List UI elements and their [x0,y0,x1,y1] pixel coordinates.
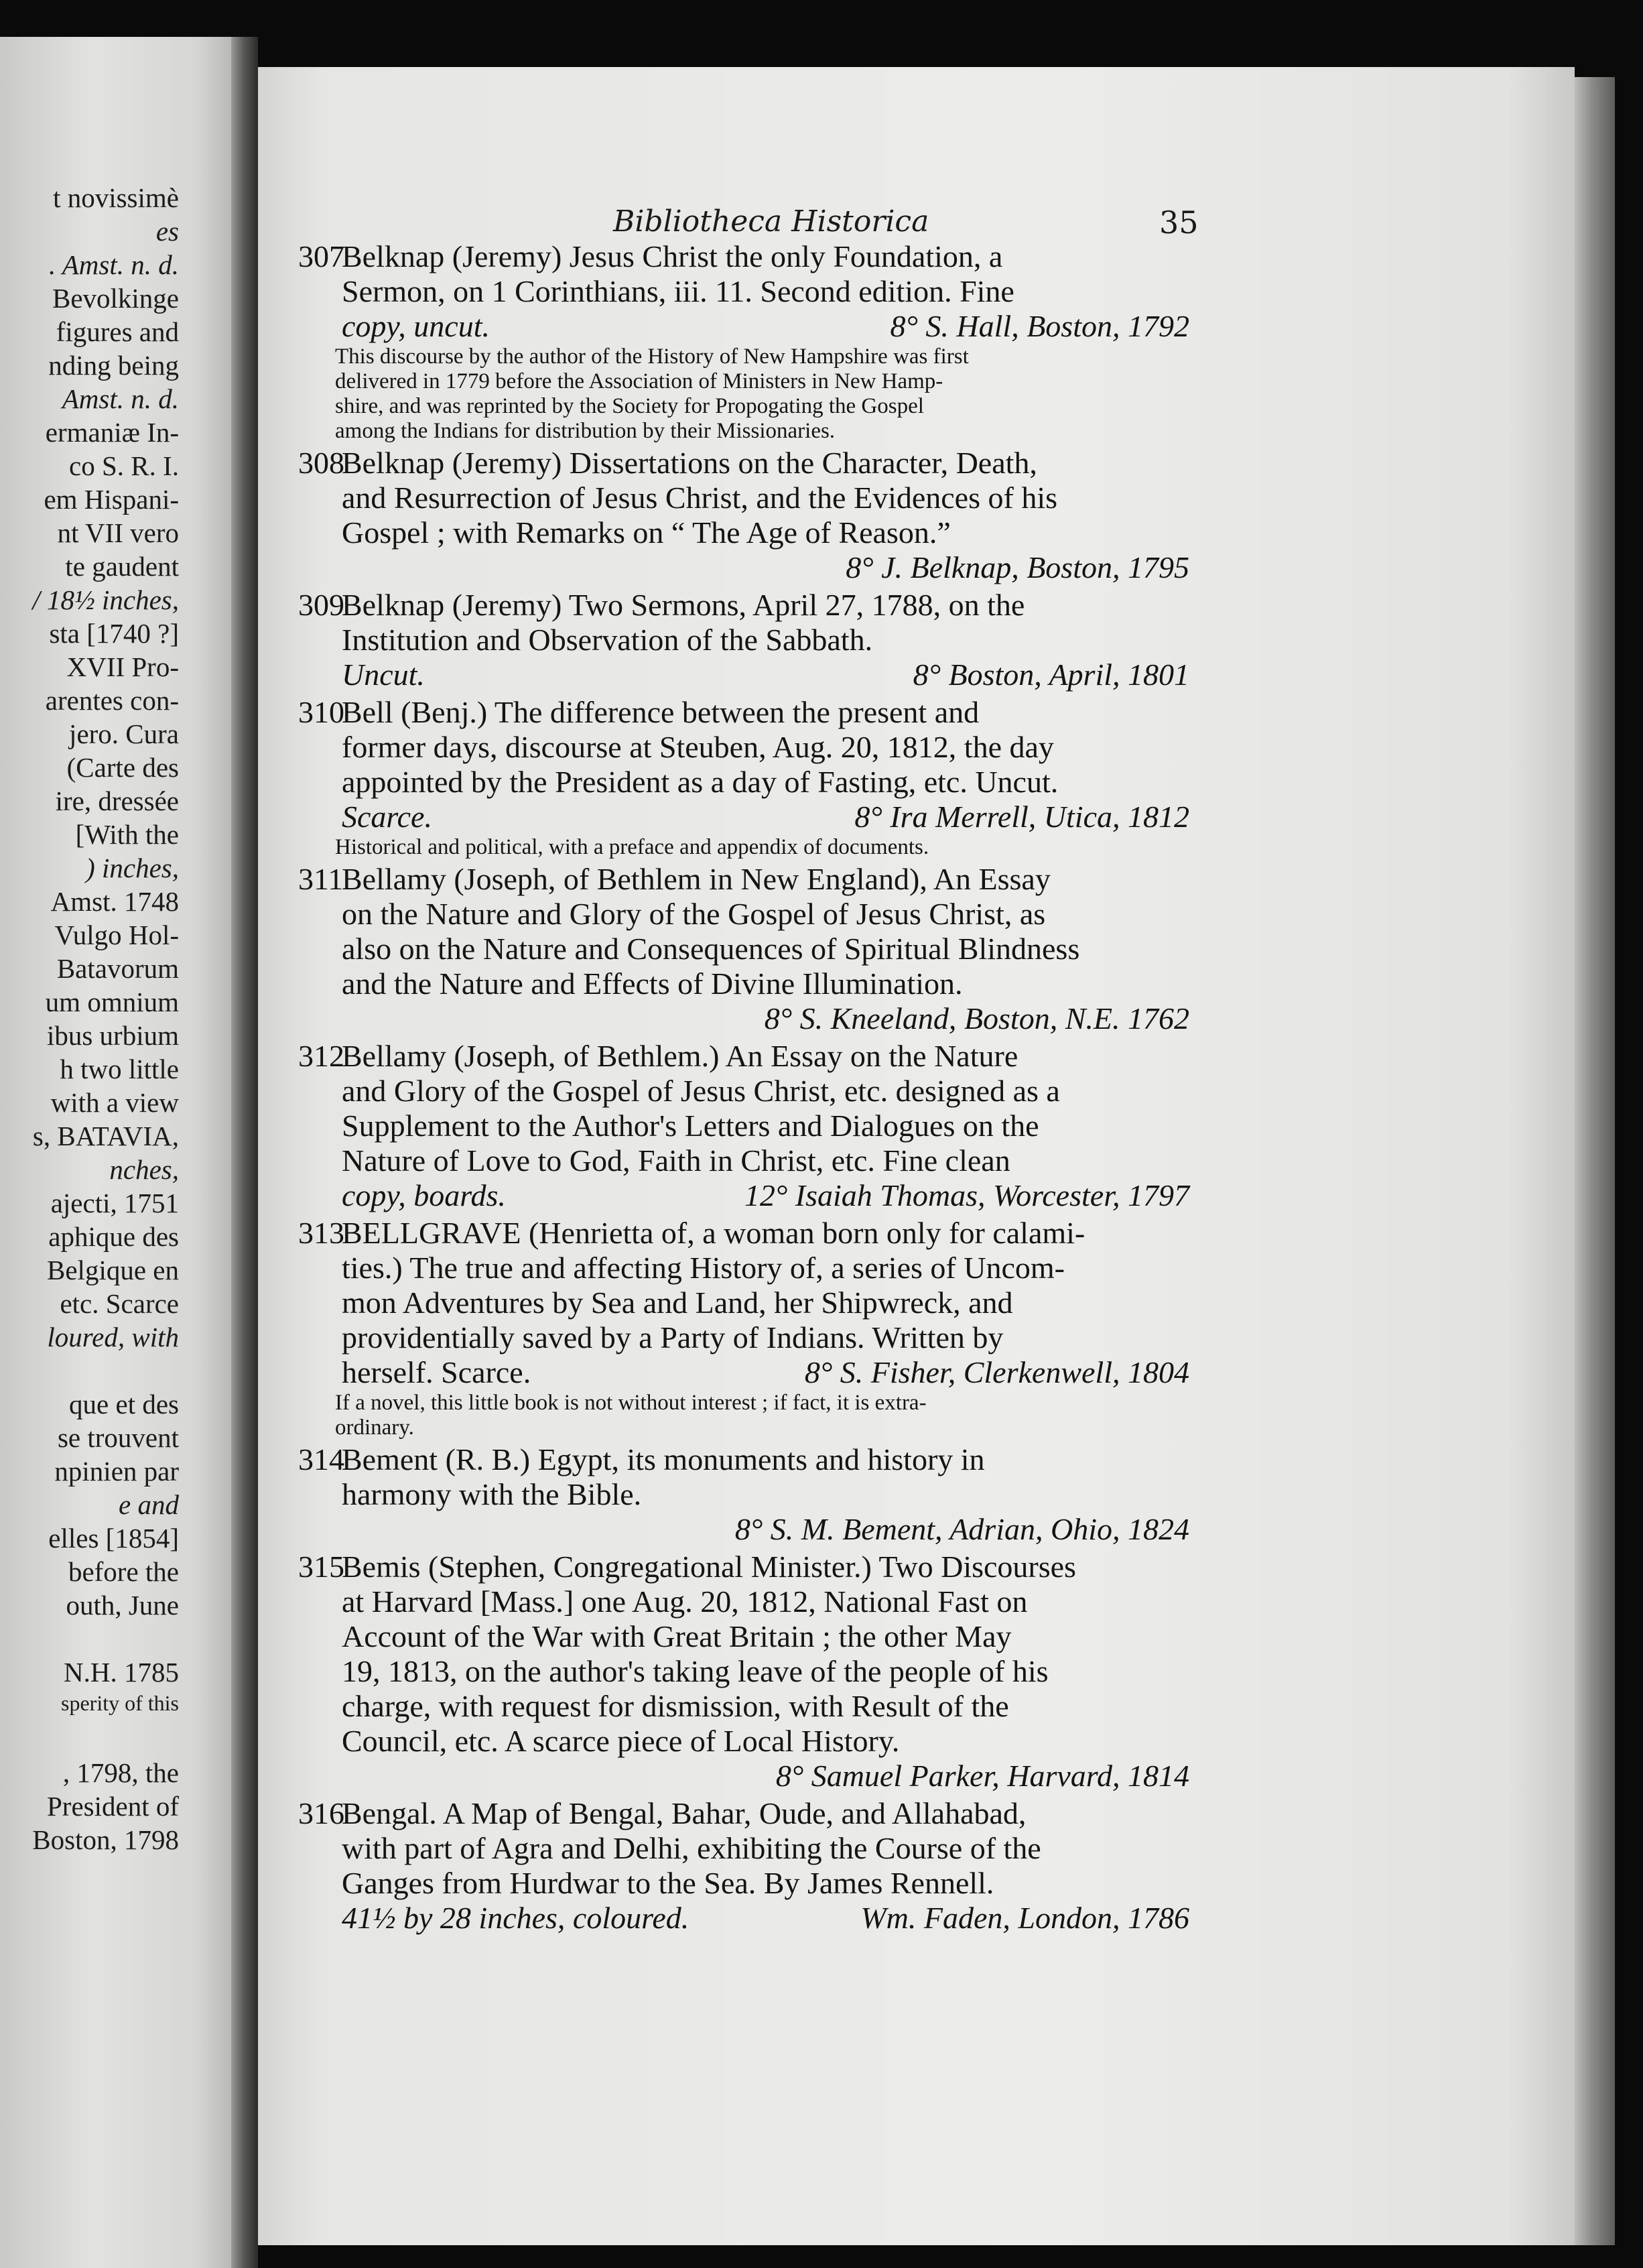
entry-text: Bellamy (Joseph, of Bethlem in New England), An Essay [342,862,1051,896]
entry-text: Bell (Benj.) The difference between the present and [342,695,980,729]
entry-imprint: Wm. Faden, London, 1786 [860,1901,1189,1935]
entry-text: and Resurrection of Jesus Christ, and the Evidences of his [342,481,1057,515]
left-page-line: aphique des [48,1221,179,1252]
left-page-line: Boston, 1798 [32,1824,179,1855]
entry-number: 311 [298,862,344,896]
entry-imprint: 8° J. Belknap, Boston, 1795 [846,550,1189,584]
entry-number: 308 [298,446,344,480]
entry-text: copy, boards. [342,1178,506,1212]
entry-text: Supplement to the Author's Letters and Dialogues on the [342,1109,1039,1143]
entry-note: ordinary. [335,1415,414,1440]
entry-text: Bemis (Stephen, Congregational Minister.) Two Discourses [342,1550,1076,1584]
left-page-line: sperity of this [61,1691,179,1715]
entry-text: mon Adventures by Sea and Land, her Shipwreck, and [342,1285,1013,1320]
entry-text: Uncut. [342,657,425,692]
left-page-line: t novissimè [53,182,179,213]
left-page-line: que et des [69,1389,179,1420]
left-page-line: ire, dressée [55,785,179,816]
left-facing-page [0,37,231,2268]
entry-text: providentially saved by a Party of Indians. Written by [342,1320,1004,1354]
entry-imprint: 8° S. M. Bement, Adrian, Ohio, 1824 [734,1512,1189,1546]
entry-text: Bement (R. B.) Egypt, its monuments and history in [342,1442,985,1476]
entry-note: shire, and was reprinted by the Society for Propogating the Gospel [335,394,924,418]
running-title: Bibliotheca Historica [613,204,929,239]
entry-text: charge, with request for dismission, with Result of the [342,1689,1009,1723]
left-page-line: Vulgo Hol- [54,920,179,950]
left-page-line: em Hispani- [44,484,179,515]
entry-text: Council, etc. A scarce piece of Local History. [342,1724,900,1758]
entry-text: Nature of Love to God, Faith in Christ, etc. Fine clean [342,1143,1010,1178]
page-number: 35 [1159,204,1199,241]
entry-text: herself. Scarce. [342,1355,531,1389]
left-page-line: co S. R. I. [69,450,179,481]
left-page-line: ermaniæ In- [45,417,179,448]
left-page-line: nt VII vero [57,517,179,548]
entry-text: Account of the War with Great Britain ; the other May [342,1619,1012,1653]
left-page-line: figures and [56,316,179,347]
left-page-line: . Amst. n. d. [48,249,179,280]
left-page-line: XVII Pro- [66,651,179,682]
entry-number: 309 [298,588,344,622]
entry-text: Sermon, on 1 Corinthians, iii. 11. Second edition. Fine [342,274,1014,308]
entry-number: 313 [298,1216,344,1250]
left-page-line: nding being [48,350,179,381]
entry-text: Ganges from Hurdwar to the Sea. By James Rennell. [342,1866,994,1900]
left-page-line: e and [119,1489,179,1520]
entry-note: If a novel, this little book is not without interest ; if fact, it is extra- [335,1391,927,1415]
entry-text: and the Nature and Effects of Divine Illumination. [342,966,963,1001]
entry-text: ties.) The true and affecting History of, a series of Uncom- [342,1251,1065,1285]
left-page-line: npinien par [54,1456,179,1487]
entry-text: with part of Agra and Delhi, exhibiting the Course of the [342,1831,1041,1865]
entry-number: 315 [298,1550,344,1584]
left-page-line: es [155,216,179,247]
entry-number: 312 [298,1039,344,1073]
page-edge [1575,77,1615,2245]
left-page-line: Belgique en [47,1255,179,1285]
entry-imprint: 8° S. Hall, Boston, 1792 [890,309,1189,343]
entry-imprint: 8° S. Fisher, Clerkenwell, 1804 [804,1355,1189,1389]
entry-text: Bengal. A Map of Bengal, Bahar, Oude, and Allahabad, [342,1796,1027,1830]
left-page-line: Amst. 1748 [50,886,179,917]
left-page-line: h two little [60,1054,179,1084]
left-page-line: jero. Cura [69,718,179,749]
left-page-line: ibus urbium [46,1020,179,1051]
entry-text: 41½ by 28 inches, coloured. [342,1901,689,1935]
entry-number: 307 [298,239,344,273]
left-page-line: outh, June [66,1590,179,1621]
entry-number: 314 [298,1442,344,1476]
entry-text: BELLGRAVE (Henrietta of, a woman born only for calami- [342,1216,1086,1250]
left-page-line: / 18½ inches, [32,584,179,615]
entry-text: Institution and Observation of the Sabbath. [342,623,873,657]
entry-text: former days, discourse at Steuben, Aug. 20, 1812, the day [342,730,1054,764]
entry-text: Bellamy (Joseph, of Bethlem.) An Essay on the Nature [342,1039,1018,1073]
entry-text: on the Nature and Glory of the Gospel of Jesus Christ, as [342,897,1046,931]
entry-text: also on the Nature and Consequences of Spiritual Blindness [342,932,1080,966]
left-page-line: s, BATAVIA, [32,1121,179,1151]
left-page-line: [With the [75,819,179,850]
entry-imprint: 8° S. Kneeland, Boston, N.E. 1762 [764,1001,1189,1035]
entry-imprint: 8° Boston, April, 1801 [913,657,1189,692]
entry-note: This discourse by the author of the History of New Hampshire was first [335,344,969,369]
entry-note: among the Indians for distribution by their Missionaries. [335,419,836,443]
left-page-line: se trouvent [57,1422,179,1453]
entry-imprint: 8° Ira Merrell, Utica, 1812 [854,800,1189,834]
left-page-line: nches, [109,1154,179,1185]
entry-text: Belknap (Jeremy) Dissertations on the Character, Death, [342,446,1037,480]
left-page-line: etc. Scarce [60,1288,179,1319]
entry-imprint: 8° Samuel Parker, Harvard, 1814 [775,1759,1189,1793]
entry-text: Scarce. [342,800,432,834]
entry-text: Belknap (Jeremy) Jesus Christ the only Foundation, a [342,239,1003,273]
entry-text: and Glory of the Gospel of Jesus Christ, etc. designed as a [342,1074,1060,1108]
entry-text: Gospel ; with Remarks on “ The Age of Reason.” [342,515,951,550]
entry-text: at Harvard [Mass.] one Aug. 20, 1812, National Fast on [342,1584,1028,1619]
left-page-line: (Carte des [66,752,179,783]
left-page-line: N.H. 1785 [64,1657,179,1688]
left-page-line: ) inches, [86,853,179,883]
left-page-line: Batavorum [56,953,179,984]
left-page-line: elles [1854] [48,1523,179,1554]
entry-text: harmony with the Bible. [342,1477,642,1511]
left-page-line: loured, with [47,1322,179,1352]
left-page-line: arentes con- [45,685,179,716]
left-page-line: Bevolkinge [52,283,179,314]
entry-imprint: 12° Isaiah Thomas, Worcester, 1797 [744,1178,1189,1212]
entry-note: Historical and political, with a preface and appendix of documents. [335,835,929,859]
entry-note: delivered in 1779 before the Association of Ministers in New Hamp- [335,369,943,393]
left-page-line: before the [68,1556,179,1587]
left-page-line: , 1798, the [62,1757,179,1788]
entry-text: Belknap (Jeremy) Two Sermons, April 27, 1788, on the [342,588,1025,622]
left-page-line: with a view [50,1087,179,1118]
entry-text: appointed by the President as a day of Fasting, etc. Uncut. [342,765,1059,799]
entry-number: 316 [298,1796,344,1830]
left-page-line: sta [1740 ?] [49,618,179,649]
entry-text: copy, uncut. [342,309,490,343]
left-page-line: um omnium [45,987,179,1017]
left-page-line: President of [47,1791,179,1822]
left-page-line: Amst. n. d. [62,383,179,414]
entry-number: 310 [298,695,344,729]
left-page-line: ajecti, 1751 [50,1188,179,1218]
book-gutter [231,37,258,2268]
left-page-line: te gaudent [65,551,179,582]
entry-text: 19, 1813, on the author's taking leave of the people of his [342,1654,1049,1688]
